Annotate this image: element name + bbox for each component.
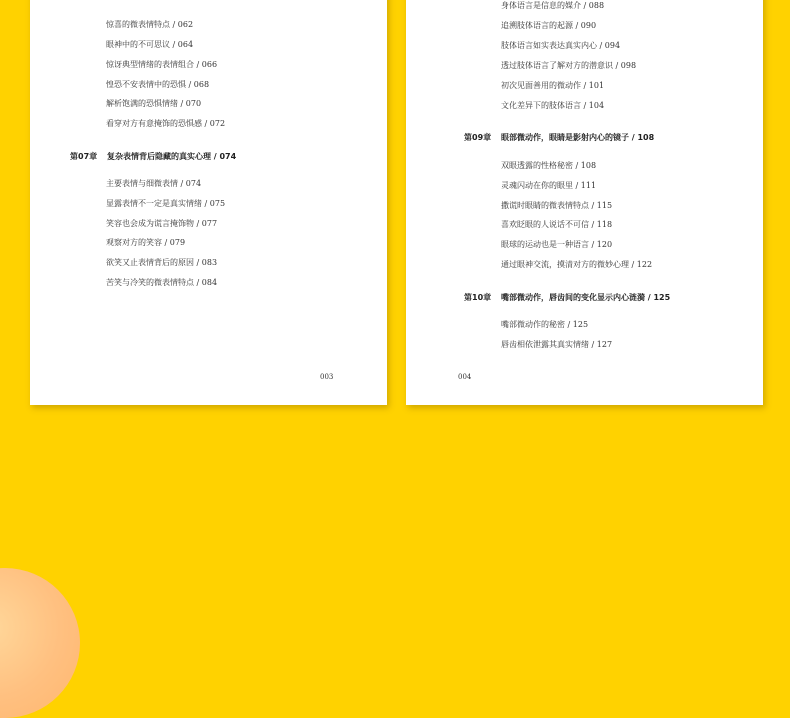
page-number: 004 (458, 373, 472, 381)
chapter-07-heading (70, 152, 236, 162)
toc-entry: 初次见面善用的微动作 / 101 (501, 81, 605, 90)
chapter-title: 嘴部微动作，唇齿间的变化显示内心涟漪 / 125 (501, 293, 671, 302)
toc-entry: 看穿对方有意掩饰的恐惧感 / 072 (106, 119, 226, 128)
toc-entry: 观察对方的笑容 / 079 (106, 238, 186, 247)
toc-entry: 嘴部微动作的秘密 / 125 (501, 320, 589, 329)
toc-entry: 眼神中的不可思议 / 064 (106, 40, 194, 49)
toc-entry: 主要表情与细微表情 / 074 (106, 179, 202, 188)
toc-entry: 显露表情不一定是真实情绪 / 075 (106, 199, 226, 208)
toc-entry: 灵魂闪动在你的眼里 / 111 (501, 181, 597, 190)
toc-entry: 双眼透露的性格秘密 / 108 (501, 161, 597, 170)
chapter-number: 第07章 (70, 152, 98, 161)
chapter-number: 第10章 (464, 293, 492, 302)
toc-entry: 笑容也会成为谎言掩饰物 / 077 (106, 219, 218, 228)
toc-entry: 透过肢体语言了解对方的潜意识 / 098 (501, 61, 637, 70)
chapter-title: 眼部微动作，眼睛是影射内心的镜子 / 108 (501, 133, 655, 142)
toc-entry: 惊喜的微表情特点 / 062 (106, 20, 194, 29)
toc-page-right (406, 0, 763, 405)
toc-entry: 欲笑又止表情背后的原因 / 083 (106, 258, 218, 267)
toc-entry: 苦笑与冷笑的微表情特点 / 084 (106, 278, 218, 287)
page-number: 003 (320, 373, 334, 381)
toc-entry: 追溯肢体语言的起源 / 090 (501, 21, 597, 30)
chapter-10-heading (464, 293, 670, 303)
chapter-09-heading (464, 133, 654, 143)
toc-entry: 惊讶典型情绪的表情组合 / 066 (106, 60, 218, 69)
toc-entry: 唇齿相依泄露其真实情绪 / 127 (501, 340, 613, 349)
chapter-title: 复杂表情背后隐藏的真实心理 / 074 (107, 152, 237, 161)
toc-entry: 身体语言是信息的媒介 / 088 (501, 1, 605, 10)
toc-entry: 文化差异下的肢体语言 / 104 (501, 101, 605, 110)
toc-entry: 喜欢眨眼的人说话不可信 / 118 (501, 220, 613, 229)
toc-entry: 肢体语言如实表达真实内心 / 094 (501, 41, 621, 50)
toc-page-left (30, 0, 387, 405)
toc-entry: 撒谎时眼睛的微表情特点 / 115 (501, 201, 613, 210)
toc-entry: 眼球的运动也是一种语言 / 120 (501, 240, 613, 249)
chapter-number: 第09章 (464, 133, 492, 142)
toc-entry: 惶恐不安表情中的恐惧 / 068 (106, 80, 210, 89)
decorative-circle (0, 568, 80, 718)
toc-entry: 解析饱满的恐惧情绪 / 070 (106, 99, 202, 108)
toc-entry: 通过眼神交流，摸清对方的微妙心理 / 122 (501, 260, 653, 269)
